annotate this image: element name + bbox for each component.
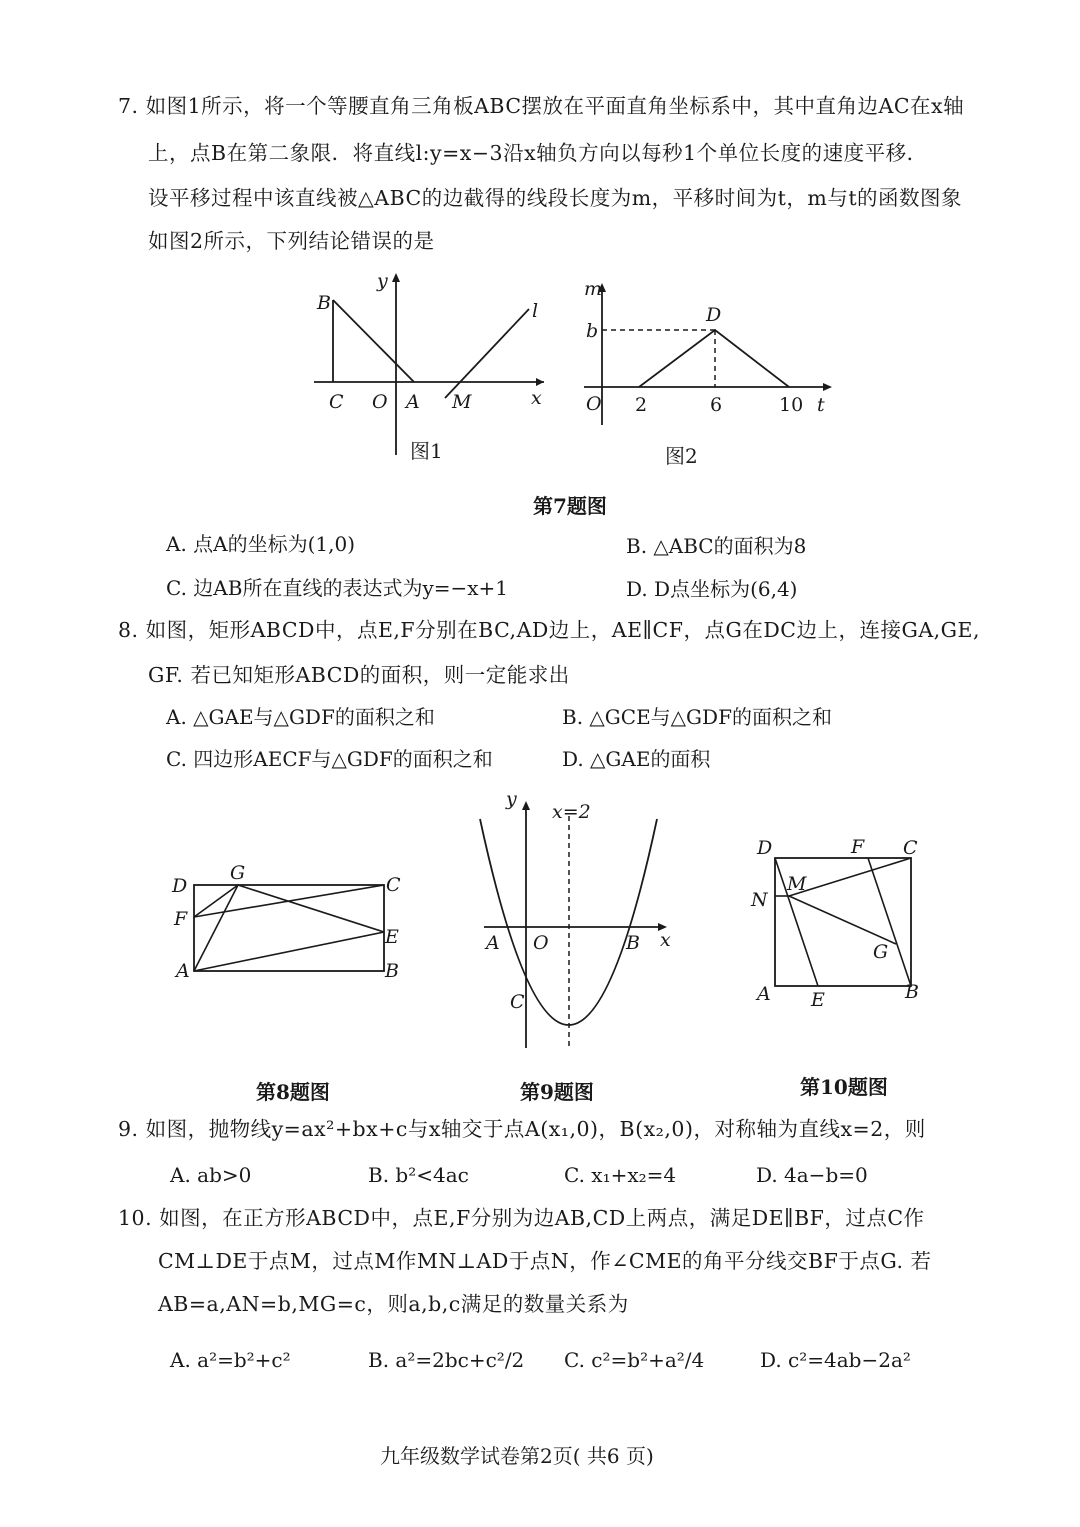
q9-label-c: C (510, 991, 525, 1013)
q10-label-f: F (851, 836, 865, 858)
q8-option-d: D. △GAE的面积 (562, 747, 711, 771)
q10-label-g: G (873, 941, 889, 963)
q8-option-c: C. 四边形AECF与△GDF的面积之和 (166, 747, 493, 771)
q8-label-c: C (386, 874, 401, 896)
q10-label-c: C (903, 837, 918, 859)
fig1-label-l: l (532, 300, 539, 322)
q9-figure (470, 786, 690, 1056)
q7-line-1: 7. 如图1所示，将一个等腰直角三角板ABC摆放在平面直角坐标系中，其中直角边AC在x轴 (118, 94, 965, 118)
q10-option-c: C. c²=b²+a²/4 (564, 1348, 705, 1372)
q9-stem: 9. 如图，抛物线y=ax²+bx+c与x轴交于点A(x₁,0)，B(x₂,0)，对称轴为直线x=2，则 (118, 1117, 926, 1141)
fig1-label-o: O (372, 391, 388, 413)
q10-label-b: B (905, 981, 919, 1003)
q8-option-a: A. △GAE与△GDF的面积之和 (166, 705, 435, 729)
q8-figure-caption: 第8题图 (256, 1080, 330, 1104)
q7-option-a: A. 点A的坐标为(1,0) (166, 532, 356, 556)
q7-line-4: 如图2所示，下列结论错误的是 (148, 229, 435, 253)
q10-option-a: A. a²=b²+c² (170, 1348, 291, 1372)
q8-label-f: F (174, 908, 188, 930)
q8-option-b: B. △GCE与△GDF的面积之和 (562, 705, 832, 729)
q10-line-2: CM⊥DE于点M，过点M作MN⊥AD于点N，作∠CME的角平分线交BF于点G. 若 (158, 1249, 932, 1273)
q7-figure-caption: 第7题图 (533, 494, 607, 518)
q7-option-b: B. △ABC的面积为8 (626, 534, 807, 558)
q9-parabola (480, 819, 657, 1025)
fig2-label-t: t (817, 394, 825, 416)
q8-line-1: 8. 如图，矩形ABCD中，点E,F分别在BC,AD边上，AE∥CF，点G在DC边上，连接GA,GE, (118, 618, 981, 642)
q10-label-e: E (811, 989, 825, 1011)
q10-label-d: D (757, 837, 773, 859)
fig1-side-ab (333, 300, 414, 382)
q8-rectangle (194, 885, 384, 971)
q9-label-b: B (626, 932, 640, 954)
q10-figure-caption: 第10题图 (800, 1075, 888, 1099)
q9-option-c: C. x₁+x₂=4 (564, 1163, 677, 1187)
q10-label-m: M (787, 873, 807, 895)
fig2-label-m: m (584, 278, 603, 300)
fig1-label-x: x (531, 387, 542, 409)
q7-figure-2 (578, 275, 838, 455)
q7-line-2: 上，点B在第二象限．将直线l:y=x−3沿x轴负方向以每秒1个单位长度的速度平移． (148, 141, 928, 165)
q8-line-2: GF. 若已知矩形ABCD的面积，则一定能求出 (148, 663, 570, 687)
fig1-label-m: M (452, 391, 472, 413)
q9-option-d: D. 4a−b=0 (756, 1163, 868, 1187)
fig1-line-l (445, 309, 529, 398)
q7-option-c: C. 边AB所在直线的表达式为y=−x+1 (166, 576, 509, 600)
q8-label-d: D (172, 875, 188, 897)
q10-figure (745, 830, 945, 1015)
page-footer: 九年级数学试卷第2页( 共6 页) (380, 1444, 654, 1468)
q7-option-d: D. D点坐标为(6,4) (626, 577, 798, 601)
q7-figure-2-caption: 图2 (665, 444, 698, 468)
q10-line-1: 10. 如图，在正方形ABCD中，点E,F分别为边AB,CD上两点，满足DE∥BF，过点C作 (118, 1206, 925, 1230)
q10-label-a: A (757, 983, 771, 1005)
fig2-label-10: 10 (779, 394, 804, 416)
fig2-label-2: 2 (635, 394, 648, 416)
fig1-label-b: B (317, 292, 331, 314)
q8-figure (160, 850, 420, 990)
q8-label-e: E (385, 926, 399, 948)
fig1-label-c: C (329, 391, 344, 413)
q7-figure-1-caption: 图1 (410, 439, 443, 463)
fig2-label-o: O (586, 393, 602, 415)
q10-line-3: AB=a,AN=b,MG=c，则a,b,c满足的数量关系为 (158, 1292, 629, 1316)
q8-label-a: A (176, 960, 190, 982)
q9-figure-caption: 第9题图 (520, 1080, 594, 1104)
q10-option-d: D. c²=4ab−2a² (760, 1348, 911, 1372)
fig1-label-a: A (406, 391, 420, 413)
q10-label-n: N (751, 889, 768, 911)
fig2-label-b: b (586, 320, 599, 342)
q9-option-b: B. b²<4ac (368, 1163, 469, 1187)
q8-label-g: G (230, 862, 246, 884)
q9-label-y: y (506, 788, 517, 810)
q7-line-3: 设平移过程中该直线被△ABC的边截得的线段长度为m，平移时间为t，m与t的函数图象 (148, 186, 963, 210)
q10-option-b: B. a²=2bc+c²/2 (368, 1348, 525, 1372)
fig2-label-6: 6 (710, 394, 723, 416)
q9-label-axis: x=2 (552, 801, 591, 823)
q9-label-x: x (660, 929, 671, 951)
fig2-graph (639, 330, 789, 387)
q9-option-a: A. ab>0 (170, 1163, 252, 1187)
q9-label-a: A (486, 932, 500, 954)
fig1-label-y: y (377, 270, 388, 292)
q7-figure-1 (300, 265, 560, 465)
fig2-label-d: D (706, 304, 722, 326)
q8-label-b: B (385, 960, 399, 982)
q9-label-o: O (533, 932, 549, 954)
